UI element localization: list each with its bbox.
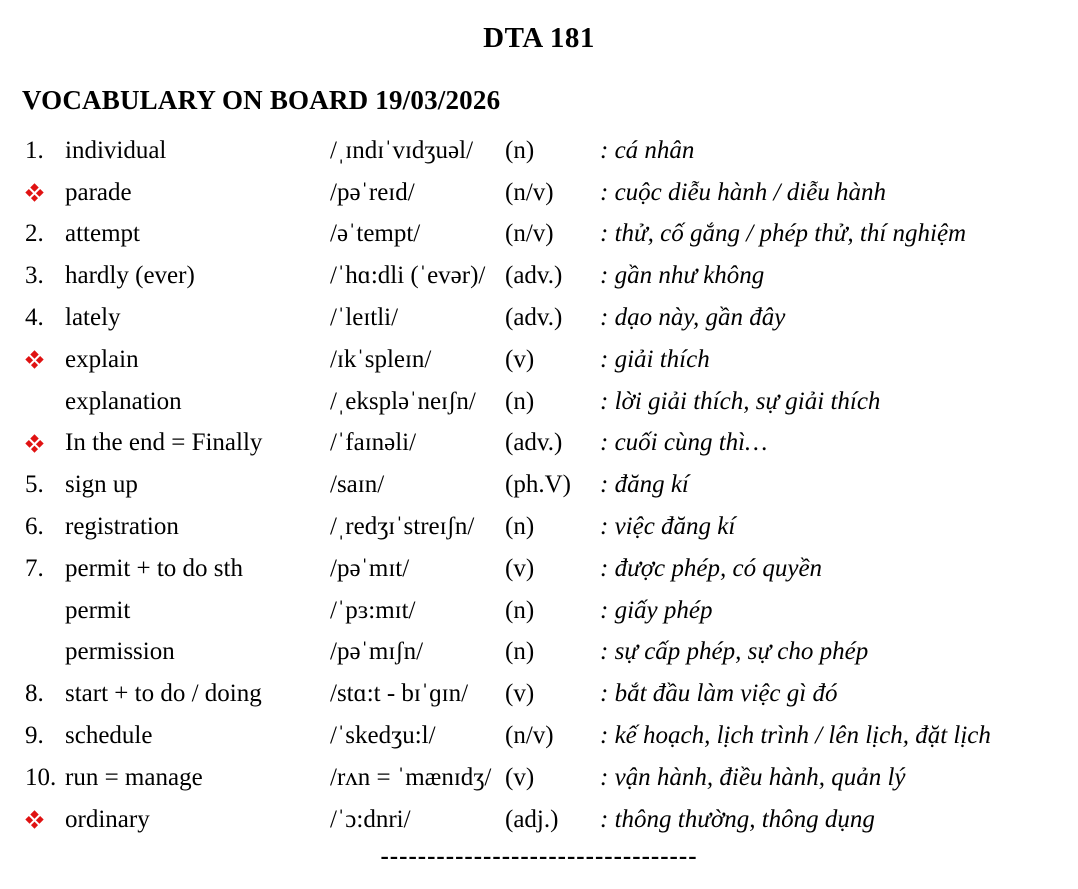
row-number: 9. <box>25 722 44 750</box>
row-number: 7. <box>25 554 44 582</box>
pronunciation-group <box>330 638 600 666</box>
vocab-ipa: /saɪn/ <box>330 471 385 499</box>
vocab-pos: (v) <box>505 345 535 373</box>
vocab-word: permission <box>65 638 175 666</box>
pronunciation-group <box>330 429 600 457</box>
pronunciation-group <box>330 806 600 834</box>
vocab-ipa: /ˈskedʒu:l/ <box>330 722 436 750</box>
vocab-row <box>25 172 1078 214</box>
vocab-ipa: /rʌn = ˈmænɪdʒ/ <box>330 763 492 791</box>
vocab-word: lately <box>65 304 121 332</box>
vocab-ipa: /ˈfaɪnəli/ <box>330 429 417 457</box>
pronunciation-group <box>330 680 600 708</box>
vocab-row <box>25 464 1078 506</box>
row-number: 2. <box>25 220 44 248</box>
row-marker <box>25 437 65 450</box>
vocab-pos: (adj.) <box>505 805 559 833</box>
vocab-meaning: : vận hành, điều hành, quản lý <box>600 763 906 791</box>
row-number: 8. <box>25 680 44 708</box>
row-number: 6. <box>25 513 44 541</box>
vocab-pos: (adv.) <box>505 429 563 457</box>
vocab-word: schedule <box>65 722 153 750</box>
vocab-ipa: /ˈleɪtli/ <box>330 304 399 332</box>
vocab-word: explain <box>65 345 139 373</box>
vocab-meaning: : cá nhân <box>600 136 695 164</box>
row-marker <box>25 304 65 332</box>
vocab-word: In the end = Finally <box>65 429 263 457</box>
vocab-ipa: /ˈɔ:dnri/ <box>330 805 411 833</box>
row-marker <box>25 680 65 708</box>
vocab-ipa: /pəˈmɪʃn/ <box>330 638 424 666</box>
vocab-ipa: /pəˈmɪt/ <box>330 554 410 582</box>
vocab-row <box>25 381 1078 423</box>
vocab-meaning: : gần như không <box>600 262 765 290</box>
row-marker <box>25 722 65 750</box>
vocab-meaning: : giấy phép <box>600 596 713 624</box>
vocab-word: ordinary <box>65 805 150 833</box>
vocab-meaning: : dạo này, gần đây <box>600 304 786 332</box>
vocab-pos: (n/v) <box>505 722 554 750</box>
diamond-bullet-icon <box>25 434 43 452</box>
vocab-word: sign up <box>65 471 138 499</box>
vocab-meaning: : đăng kí <box>600 471 689 499</box>
pronunciation-group <box>330 179 600 207</box>
row-marker <box>25 262 65 290</box>
pronunciation-group <box>330 262 600 290</box>
pronunciation-group <box>330 513 600 541</box>
row-marker <box>25 186 65 199</box>
diamond-bullet-icon <box>25 810 43 828</box>
pronunciation-group <box>330 597 600 625</box>
vocab-pos: (n) <box>505 596 535 624</box>
row-marker <box>25 764 65 792</box>
pronunciation-group <box>330 722 600 750</box>
vocab-pos: (n) <box>505 513 535 541</box>
vocab-word: parade <box>65 178 132 206</box>
vocab-word: registration <box>65 513 179 541</box>
row-marker <box>25 220 65 248</box>
vocab-row <box>25 255 1078 297</box>
vocab-row <box>25 548 1078 590</box>
vocab-row <box>25 673 1078 715</box>
pronunciation-group <box>330 764 600 792</box>
row-number: 1. <box>25 136 44 164</box>
page-title: DTA 181 <box>483 22 595 54</box>
vocab-pos: (adv.) <box>505 304 563 332</box>
row-marker <box>25 137 65 165</box>
pronunciation-group <box>330 137 600 165</box>
vocab-ipa: /əˈtempt/ <box>330 220 421 248</box>
diamond-bullet-icon <box>25 183 43 201</box>
vocab-row <box>25 590 1078 632</box>
vocab-row <box>25 214 1078 256</box>
vocab-ipa: /ˈhɑ:dli (ˈevər)/ <box>330 262 486 290</box>
footer-divider: ---------------------------------- <box>380 842 698 870</box>
vocab-pos: (adv.) <box>505 262 563 290</box>
vocab-ipa: /ɪkˈspleɪn/ <box>330 345 432 373</box>
vocab-row <box>25 715 1078 757</box>
vocab-word: hardly (ever) <box>65 262 195 290</box>
vocab-word: explanation <box>65 387 182 415</box>
vocab-word: start + to do / doing <box>65 680 262 708</box>
row-number: 5. <box>25 471 44 499</box>
vocab-pos: (v) <box>505 680 535 708</box>
vocab-pos: (n) <box>505 136 535 164</box>
row-marker <box>25 353 65 366</box>
vocab-pos: (n) <box>505 638 535 666</box>
row-marker <box>25 513 65 541</box>
vocab-row <box>25 799 1078 841</box>
vocab-pos: (n/v) <box>505 220 554 248</box>
vocab-row <box>25 130 1078 172</box>
vocab-ipa: /ˌekspləˈneɪʃn/ <box>330 387 476 415</box>
vocab-meaning: : kế hoạch, lịch trình / lên lịch, đặt lịch <box>600 722 991 750</box>
vocab-row <box>25 339 1078 381</box>
row-marker <box>25 555 65 583</box>
pronunciation-group <box>330 555 600 583</box>
vocab-pos: (n/v) <box>505 178 554 206</box>
vocab-list <box>25 130 1078 841</box>
vocab-meaning: : bắt đầu làm việc gì đó <box>600 680 838 708</box>
row-number: 10. <box>25 763 57 791</box>
vocab-row <box>25 506 1078 548</box>
vocab-meaning: : thử, cố gắng / phép thử, thí nghiệm <box>600 220 967 248</box>
vocab-meaning: : thông thường, thông dụng <box>600 805 875 833</box>
pronunciation-group <box>330 471 600 499</box>
vocab-meaning: : việc đăng kí <box>600 513 736 541</box>
pronunciation-group <box>330 346 600 374</box>
vocab-word: individual <box>65 136 167 164</box>
vocab-word: attempt <box>65 220 140 248</box>
pronunciation-group <box>330 304 600 332</box>
vocab-ipa: /ˈpɜ:mɪt/ <box>330 596 416 624</box>
vocab-ipa: /pəˈreɪd/ <box>330 178 415 206</box>
vocab-row <box>25 632 1078 674</box>
diamond-bullet-icon <box>25 351 43 369</box>
vocab-meaning: : lời giải thích, sự giải thích <box>600 387 881 415</box>
vocab-ipa: /ˌredʒɪˈstreɪʃn/ <box>330 513 475 541</box>
pronunciation-group <box>330 388 600 416</box>
vocab-meaning: : sự cấp phép, sự cho phép <box>600 638 869 666</box>
vocab-ipa: /ˌɪndɪˈvɪdʒuəl/ <box>330 136 474 164</box>
vocab-row <box>25 423 1078 465</box>
vocab-pos: (v) <box>505 763 535 791</box>
vocab-meaning: : được phép, có quyền <box>600 554 823 582</box>
vocab-ipa: /stɑ:t - bɪˈɡɪn/ <box>330 680 469 708</box>
row-marker <box>25 471 65 499</box>
vocab-word: run = manage <box>65 763 203 791</box>
vocab-meaning: : cuối cùng thì… <box>600 429 768 457</box>
row-number: 3. <box>25 262 44 290</box>
document-heading: VOCABULARY ON BOARD 19/03/2026 <box>22 85 501 115</box>
vocab-word: permit + to do sth <box>65 554 243 582</box>
pronunciation-group <box>330 220 600 248</box>
vocab-meaning: : cuộc diễu hành / diễu hành <box>600 178 887 206</box>
vocab-word: permit <box>65 596 131 624</box>
vocab-pos: (v) <box>505 554 535 582</box>
row-marker <box>25 813 65 826</box>
row-number: 4. <box>25 304 44 332</box>
vocab-meaning: : giải thích <box>600 345 710 373</box>
vocab-row <box>25 757 1078 799</box>
vocab-row <box>25 297 1078 339</box>
vocab-pos: (n) <box>505 387 535 415</box>
vocab-pos: (ph.V) <box>505 471 571 499</box>
